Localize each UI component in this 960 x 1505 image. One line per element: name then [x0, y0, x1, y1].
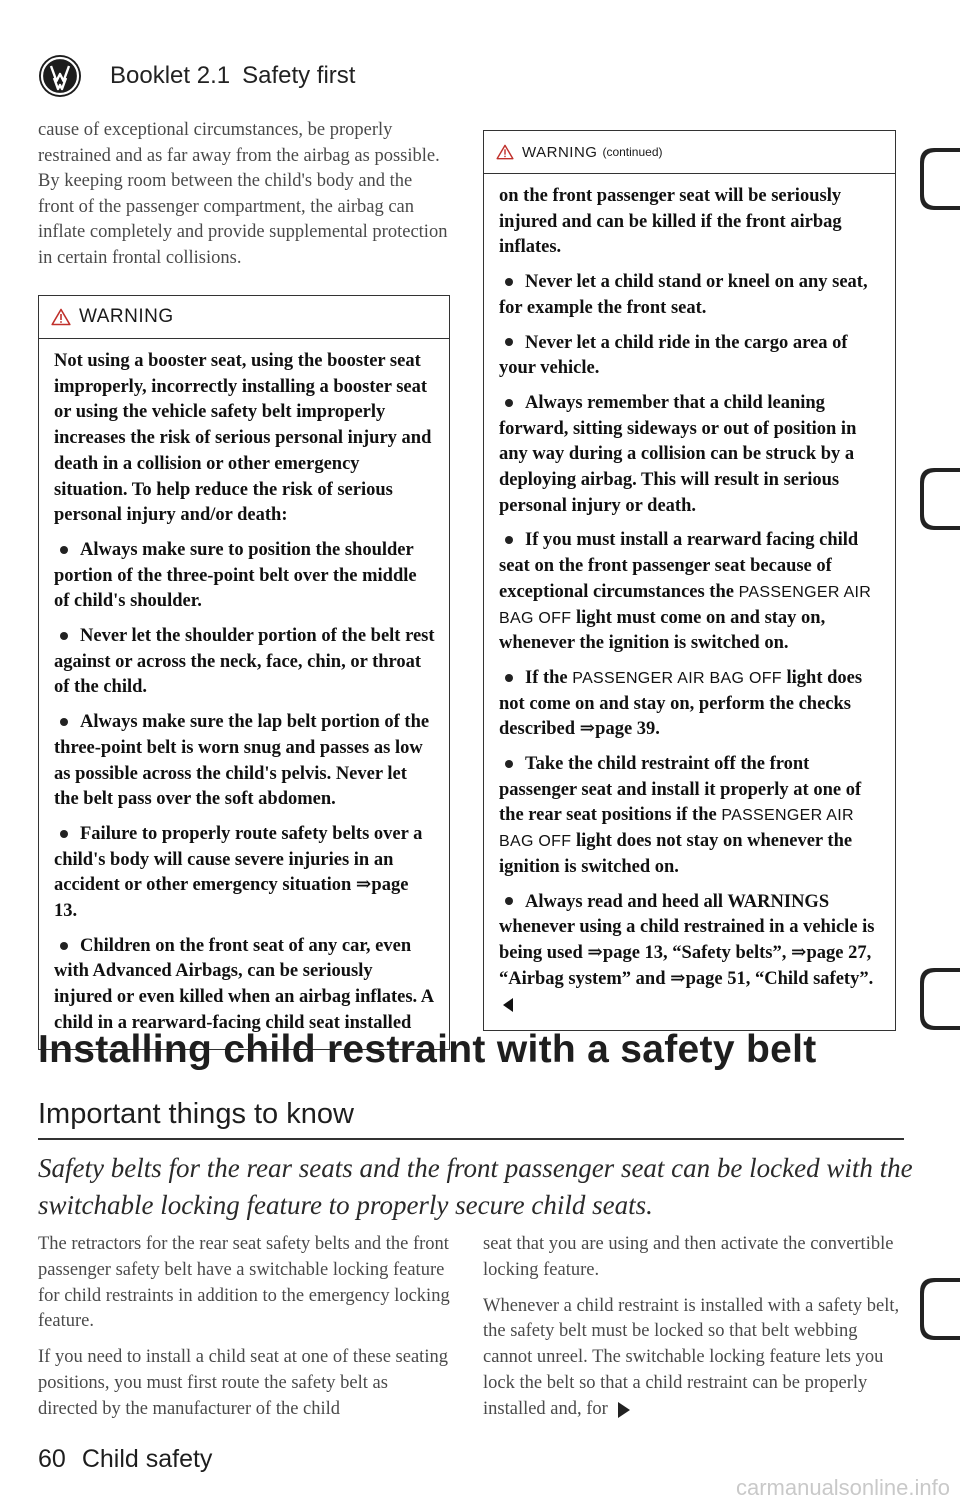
bullet-icon	[505, 399, 513, 407]
intro-paragraph: cause of exceptional circumstances, be properly restrained and as far away from the airbag as possible. By keeping room between the child's body and the front of the passenger compartment, the airbag can inflate completely and provide supplemental protection in certain frontal collisions.	[38, 120, 448, 268]
bullet-icon	[60, 546, 68, 554]
page-number: 60	[38, 1445, 66, 1473]
warning-item: Children on the front seat of any car, even with Advanced Airbags, can be seriously injured or even killed when an airbag inflates. A child in a rearward-facing child seat installed	[54, 935, 434, 1033]
page-tab-icon	[920, 968, 960, 1030]
warning-box-right	[483, 130, 896, 1031]
page-tab-icon	[920, 468, 960, 530]
warning-item: Always make sure the lap belt portion of the three-point belt is worn snug and passes as low as possible across the child's pelvis. Never let the belt pass over the soft abdomen.	[54, 712, 430, 810]
bullet-icon	[505, 897, 513, 905]
warning-item: Always read and heed all WARNINGS whenever using a child restrained in a vehicle is being used ⇒page 13, “Safety belts”, ⇒page 27, “Airbag system” and ⇒page 51, “Child safety”.	[499, 890, 881, 1019]
bullet-icon	[505, 338, 513, 346]
warning-triangle-icon	[51, 308, 71, 326]
vw-logo-icon	[38, 54, 82, 98]
right-column	[483, 130, 896, 1031]
page-tab-icon	[920, 1278, 960, 1340]
page-footer	[38, 1445, 212, 1474]
warning-item: Failure to properly route safety belts over a child's body will cause severe injuries in an accident or other emergency situation ⇒page 13.	[54, 823, 423, 922]
chapter-name: Child safety	[81, 1445, 213, 1473]
bullet-icon	[505, 674, 513, 682]
bullet-icon	[505, 536, 513, 544]
page-header	[38, 50, 367, 102]
body-paragraph: seat that you are using and then activate the convertible locking feature.	[483, 1234, 894, 1280]
warning-header	[484, 131, 895, 174]
subsection-title: Important things to know	[38, 1098, 354, 1130]
warning-item: If the PASSENGER AIR BAG OFF light does not come on and stay on, perform the checks described ⇒page 39.	[499, 667, 863, 740]
section-label: Safety first	[242, 62, 356, 89]
warning-continued: (continued)	[602, 145, 663, 159]
bullet-icon	[60, 942, 68, 950]
warning-body	[39, 339, 449, 1049]
body-paragraph: Whenever a child restraint is installed with a safety belt, the safety belt must be locked so that belt webbing cannot unreel. The switchable locking feature lets you lock the belt so that a child restraint can be properly installed and, for	[483, 1295, 900, 1419]
page-tab-icon	[920, 148, 960, 210]
warning-item: Always make sure to position the shoulder portion of the three-point belt over the middle of child's shoulder.	[54, 539, 417, 612]
warning-item: Take the child restraint off the front passenger seat and install it properly at one of the rear seat positions if the PASSENGER AIR BAG OFF light does not stay on whenever the ignition is switched on.	[499, 754, 862, 877]
body-left-column	[38, 1232, 450, 1433]
left-column	[38, 118, 450, 1050]
body-right-column	[483, 1232, 903, 1433]
warning-item: Always remember that a child leaning forward, sitting sideways or out of position in any way during a collision can be struck by a deploying airbag. This will result in serious personal injury or death.	[499, 392, 857, 516]
warning-box-left	[38, 295, 450, 1050]
end-marker-icon	[503, 998, 513, 1012]
bullet-icon	[60, 632, 68, 640]
body-paragraph: If you need to install a child seat at one of these seating positions, you must first route the safety belt as directed by the manufacturer of the child	[38, 1347, 448, 1419]
warning-body	[484, 174, 895, 1030]
warning-lead: Not using a booster seat, using the booster seat improperly, incorrectly installing a booster seat or using the vehicle safety belt improperly increases the risk of serious personal injury and death in a collision or other emergency situation. To help reduce the risk of serious personal injury and/or death:	[54, 351, 432, 526]
bullet-icon	[60, 830, 68, 838]
body-paragraph: The retractors for the rear seat safety belts and the front passenger safety belt have a switchable locking feature for child restraints in addition to the emergency locking feature.	[38, 1234, 450, 1332]
warning-item: Never let a child ride in the cargo area of your vehicle.	[499, 332, 848, 379]
warning-title: WARNING	[79, 306, 174, 327]
bullet-icon	[60, 718, 68, 726]
warning-item: Never let a child stand or kneel on any seat, for example the front seat.	[499, 272, 868, 318]
divider	[38, 1138, 904, 1140]
warning-triangle-icon	[496, 144, 514, 160]
header-title	[110, 62, 367, 90]
section-title: Installing child restraint with a safety belt	[38, 1028, 817, 1071]
continue-arrow-icon	[618, 1402, 630, 1418]
booklet-label: Booklet 2.1	[110, 62, 231, 89]
bullet-icon	[505, 760, 513, 768]
warning-item: Never let the shoulder portion of the belt rest against or across the neck, face, chin, or throat of the child.	[54, 626, 435, 698]
warning-item: If you must install a rearward facing child seat on the front passenger seat because of exceptional circumstances the PASSENGER AIR BAG OFF light must come on and stay on, whenever the ignition is switched on.	[499, 530, 872, 654]
watermark: carmanualsonline.info	[735, 1475, 950, 1500]
lead-text: Safety belts for the rear seats and the front passenger seat can be locked with the switchable locking feature to properly secure child seats.	[38, 1153, 913, 1220]
warning-header	[39, 296, 449, 339]
warning-lead: on the front passenger seat will be seriously injured and can be killed if the front airbag inflates.	[499, 186, 842, 258]
bullet-icon	[505, 278, 513, 286]
warning-title: WARNING	[522, 143, 598, 161]
